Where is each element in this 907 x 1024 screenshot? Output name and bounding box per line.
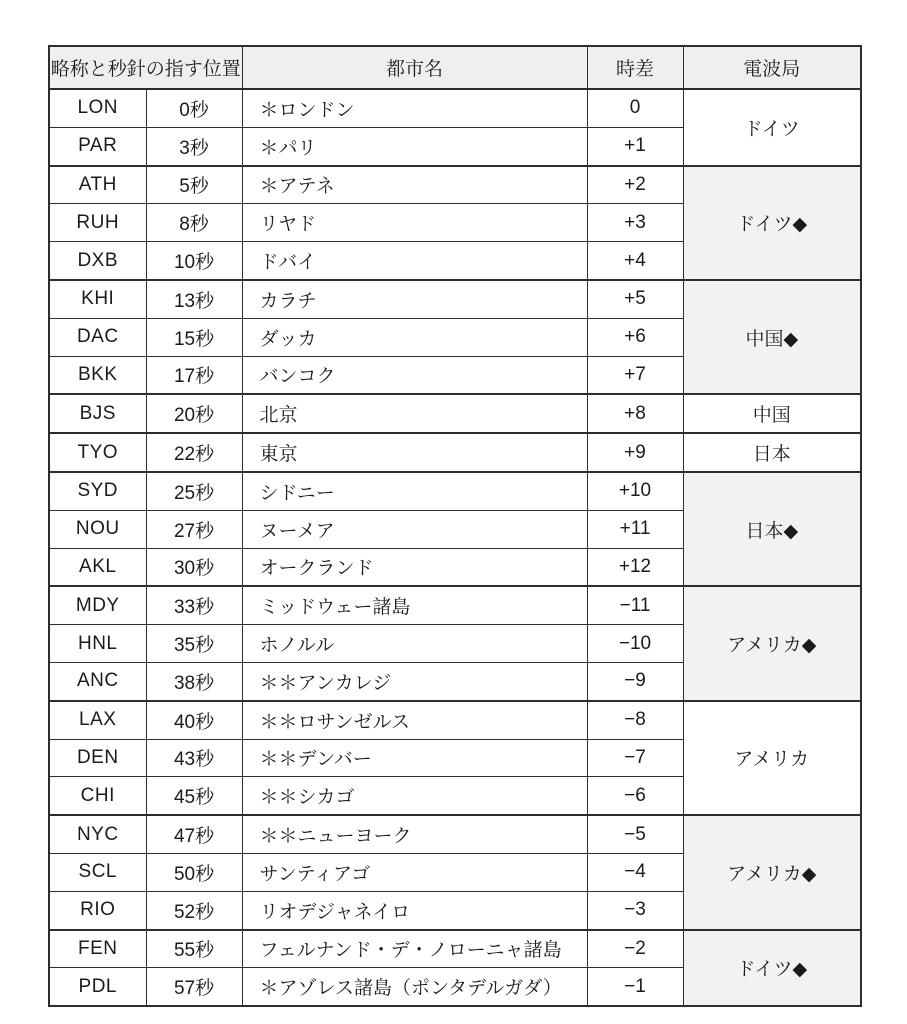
offset-cell: −11 — [587, 586, 683, 624]
header-row — [49, 46, 861, 89]
seconds-cell: 43秒 — [146, 739, 242, 777]
seconds-cell: 45秒 — [146, 777, 242, 815]
city-code-table — [48, 45, 862, 1007]
offset-cell: +11 — [587, 510, 683, 548]
seconds-cell: 57秒 — [146, 968, 242, 1006]
abbr-cell: CHI — [49, 777, 146, 815]
abbr-cell: MDY — [49, 586, 146, 624]
abbr-cell: BKK — [49, 356, 146, 394]
station-cell: ドイツ — [683, 89, 861, 166]
abbr-cell: LAX — [49, 701, 146, 739]
header-abbr-position: 略称と秒針の指す位置 — [49, 46, 242, 89]
seconds-cell: 20秒 — [146, 394, 242, 433]
offset-cell: −6 — [587, 777, 683, 815]
offset-cell: −10 — [587, 625, 683, 663]
offset-cell: +1 — [587, 127, 683, 165]
abbr-cell: RUH — [49, 204, 146, 242]
offset-cell: +6 — [587, 318, 683, 356]
offset-cell: +7 — [587, 356, 683, 394]
offset-cell: +10 — [587, 472, 683, 510]
abbr-cell: PDL — [49, 968, 146, 1006]
abbr-cell: NOU — [49, 510, 146, 548]
seconds-cell: 17秒 — [146, 356, 242, 394]
offset-cell: −1 — [587, 968, 683, 1006]
table-row — [49, 280, 861, 318]
table-row — [49, 701, 861, 739]
seconds-cell: 30秒 — [146, 548, 242, 586]
city-cell: ダッカ — [242, 318, 587, 356]
station-cell: 日本 — [683, 433, 861, 472]
seconds-cell: 13秒 — [146, 280, 242, 318]
abbr-cell: DAC — [49, 318, 146, 356]
city-cell: ＊＊デンバー — [242, 739, 587, 777]
abbr-cell: SYD — [49, 472, 146, 510]
city-cell: ＊＊ロサンゼルス — [242, 701, 587, 739]
table-row — [49, 394, 861, 433]
table-row — [49, 472, 861, 510]
abbr-cell: FEN — [49, 930, 146, 968]
city-cell: ＊＊シカゴ — [242, 777, 587, 815]
offset-cell: 0 — [587, 89, 683, 127]
city-cell: ＊＊アンカレジ — [242, 662, 587, 700]
offset-cell: +12 — [587, 548, 683, 586]
offset-cell: −2 — [587, 930, 683, 968]
table-header — [49, 46, 861, 89]
abbr-cell: KHI — [49, 280, 146, 318]
abbr-cell: SCL — [49, 853, 146, 891]
seconds-cell: 52秒 — [146, 891, 242, 929]
table-row — [49, 586, 861, 624]
station-cell: 日本◆ — [683, 472, 861, 586]
abbr-cell: ANC — [49, 662, 146, 700]
abbr-cell: AKL — [49, 548, 146, 586]
offset-cell: +2 — [587, 166, 683, 204]
city-cell: リオデジャネイロ — [242, 891, 587, 929]
station-cell: アメリカ — [683, 701, 861, 815]
station-cell: アメリカ◆ — [683, 815, 861, 929]
seconds-cell: 38秒 — [146, 662, 242, 700]
table-row — [49, 166, 861, 204]
city-cell: リヤド — [242, 204, 587, 242]
abbr-cell: DEN — [49, 739, 146, 777]
abbr-cell: HNL — [49, 625, 146, 663]
city-cell: カラチ — [242, 280, 587, 318]
station-cell: ドイツ◆ — [683, 930, 861, 1007]
seconds-cell: 55秒 — [146, 930, 242, 968]
header-station: 電波局 — [683, 46, 861, 89]
abbr-cell: TYO — [49, 433, 146, 472]
seconds-cell: 10秒 — [146, 242, 242, 280]
city-cell: シドニー — [242, 472, 587, 510]
city-cell: サンティアゴ — [242, 853, 587, 891]
seconds-cell: 8秒 — [146, 204, 242, 242]
table-row — [49, 433, 861, 472]
station-cell: 中国 — [683, 394, 861, 433]
abbr-cell: BJS — [49, 394, 146, 433]
seconds-cell: 25秒 — [146, 472, 242, 510]
city-cell: ＊アゾレス諸島（ポンタデルガダ） — [242, 968, 587, 1006]
city-cell: ミッドウェー諸島 — [242, 586, 587, 624]
seconds-cell: 27秒 — [146, 510, 242, 548]
offset-cell: −4 — [587, 853, 683, 891]
city-cell: ＊ロンドン — [242, 89, 587, 127]
city-cell: フェルナンド・デ・ノローニャ諸島 — [242, 930, 587, 968]
offset-cell: −5 — [587, 815, 683, 853]
header-city: 都市名 — [242, 46, 587, 89]
seconds-cell: 22秒 — [146, 433, 242, 472]
seconds-cell: 33秒 — [146, 586, 242, 624]
offset-cell: +8 — [587, 394, 683, 433]
header-offset: 時差 — [587, 46, 683, 89]
seconds-cell: 3秒 — [146, 127, 242, 165]
seconds-cell: 5秒 — [146, 166, 242, 204]
table-row — [49, 89, 861, 127]
abbr-cell: NYC — [49, 815, 146, 853]
seconds-cell: 47秒 — [146, 815, 242, 853]
city-cell: ヌーメア — [242, 510, 587, 548]
city-cell: ドバイ — [242, 242, 587, 280]
offset-cell: +3 — [587, 204, 683, 242]
table-row — [49, 815, 861, 853]
station-cell: 中国◆ — [683, 280, 861, 394]
abbr-cell: LON — [49, 89, 146, 127]
offset-cell: +5 — [587, 280, 683, 318]
abbr-cell: ATH — [49, 166, 146, 204]
offset-cell: +4 — [587, 242, 683, 280]
offset-cell: −8 — [587, 701, 683, 739]
offset-cell: −3 — [587, 891, 683, 929]
offset-cell: −9 — [587, 662, 683, 700]
city-cell: 東京 — [242, 433, 587, 472]
station-cell: アメリカ◆ — [683, 586, 861, 700]
seconds-cell: 0秒 — [146, 89, 242, 127]
city-cell: バンコク — [242, 356, 587, 394]
timezone-table-body — [49, 89, 861, 1006]
city-cell: ＊＊ニューヨーク — [242, 815, 587, 853]
city-cell: ホノルル — [242, 625, 587, 663]
abbr-cell: PAR — [49, 127, 146, 165]
offset-cell: −7 — [587, 739, 683, 777]
seconds-cell: 40秒 — [146, 701, 242, 739]
abbr-cell: DXB — [49, 242, 146, 280]
seconds-cell: 50秒 — [146, 853, 242, 891]
seconds-cell: 35秒 — [146, 625, 242, 663]
city-cell: オークランド — [242, 548, 587, 586]
city-cell: ＊パリ — [242, 127, 587, 165]
abbr-cell: RIO — [49, 891, 146, 929]
city-cell: 北京 — [242, 394, 587, 433]
city-cell: ＊アテネ — [242, 166, 587, 204]
station-cell: ドイツ◆ — [683, 166, 861, 280]
seconds-cell: 15秒 — [146, 318, 242, 356]
offset-cell: +9 — [587, 433, 683, 472]
table-row — [49, 930, 861, 968]
